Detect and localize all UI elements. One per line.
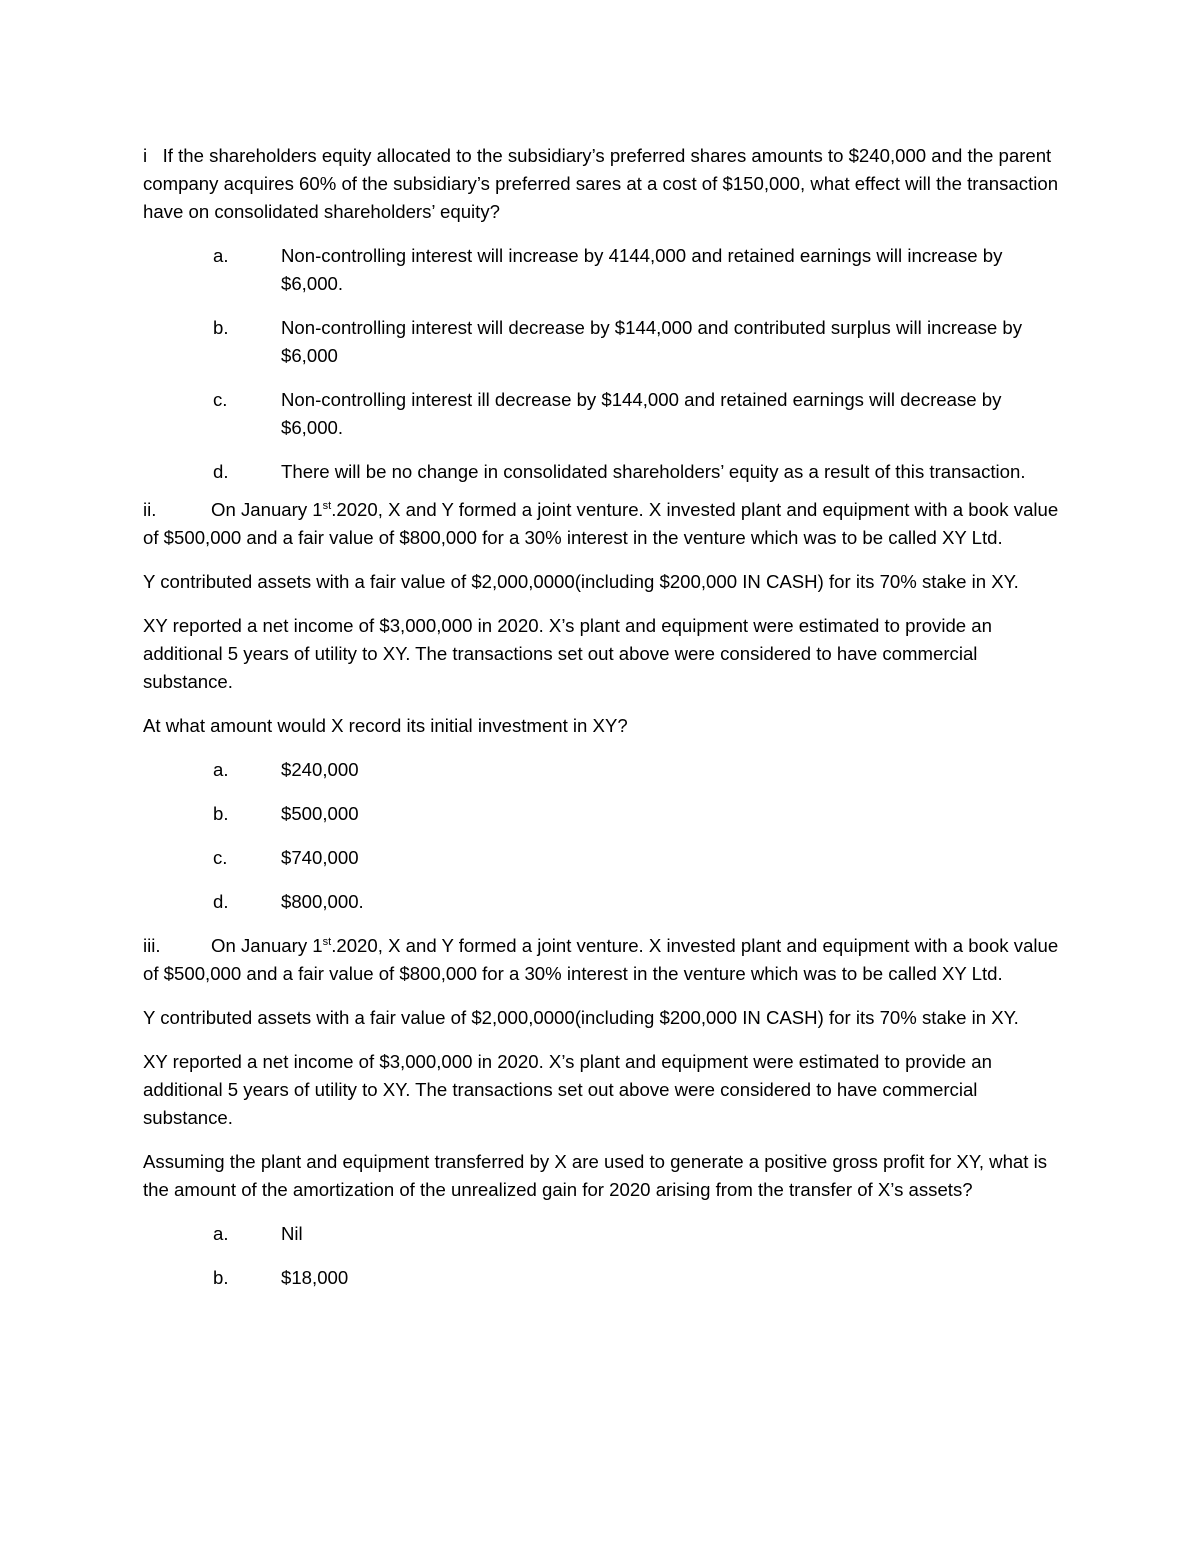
question-3-paragraph-3: XY reported a net income of $3,000,000 in 2020. X’s plant and equipment were estimated to provide an additional 5 years of utility to XY. The transactions set out above were considered to have commercial substance. bbox=[143, 1051, 992, 1128]
q3-option-a bbox=[213, 1220, 1063, 1248]
q2-option-a bbox=[213, 756, 1063, 784]
question-3-paragraph-2: Y contributed assets with a fair value of $2,000,0000(including $200,000 IN CASH) for its 70% stake in XY. bbox=[143, 1007, 1019, 1028]
option-text: $740,000 bbox=[281, 847, 359, 868]
q2-option-d bbox=[213, 888, 1063, 916]
document-page bbox=[143, 142, 1063, 1308]
question-2-question: At what amount would X record its initial investment in XY? bbox=[143, 715, 628, 736]
question-2-paragraph-3: XY reported a net income of $3,000,000 in 2020. X’s plant and equipment were estimated to provide an additional 5 years of utility to XY. The transactions set out above were considered to have commercial substance. bbox=[143, 615, 992, 692]
option-letter: b. bbox=[213, 317, 229, 338]
superscript: st bbox=[322, 499, 332, 512]
option-letter: d. bbox=[213, 461, 229, 482]
question-3-intro-text: On January 1 bbox=[211, 935, 323, 956]
question-3-question: Assuming the plant and equipment transferred by X are used to generate a positive gross profit for XY, what is the amount of the amortization of the unrealized gain for 2020 arising from the transfer of X’s assets? bbox=[143, 1151, 1048, 1200]
q1-option-a bbox=[213, 242, 1063, 298]
q3-option-b bbox=[213, 1264, 1063, 1292]
question-2-intro-text: On January 1 bbox=[211, 499, 323, 520]
option-letter: b. bbox=[213, 803, 229, 824]
question-2-paragraph-2: Y contributed assets with a fair value of $2,000,0000(including $200,000 IN CASH) for its 70% stake in XY. bbox=[143, 571, 1019, 592]
option-text: $18,000 bbox=[281, 1267, 349, 1288]
option-text: $500,000 bbox=[281, 803, 359, 824]
question-3-intro-rest: .2020, X and Y formed a joint venture. X invested plant and equipment with a book value of $500,000 and a fair value of $800,000 for a 30% interest in the venture which was to be called XY Ltd. bbox=[143, 935, 1059, 984]
superscript: st bbox=[322, 935, 332, 948]
option-text: There will be no change in consolidated shareholders’ equity as a result of this transaction. bbox=[281, 461, 1026, 482]
question-2-intro-rest: .2020, X and Y formed a joint venture. X invested plant and equipment with a book value of $500,000 and a fair value of $800,000 for a 30% interest in the venture which was to be called XY Ltd. bbox=[143, 499, 1059, 548]
question-2-number: ii. bbox=[143, 499, 157, 520]
question-3-intro bbox=[143, 932, 1063, 988]
q1-option-b bbox=[213, 314, 1063, 370]
question-2-intro bbox=[143, 496, 1063, 552]
q1-option-c bbox=[213, 386, 1063, 442]
option-letter: b. bbox=[213, 1267, 229, 1288]
option-letter: a. bbox=[213, 759, 229, 780]
q2-option-c bbox=[213, 844, 1063, 872]
q2-option-b bbox=[213, 800, 1063, 828]
option-text: Non-controlling interest will decrease by $144,000 and contributed surplus will increase by $6,000 bbox=[281, 317, 1023, 366]
question-1-text: If the shareholders equity allocated to the subsidiary’s preferred shares amounts to $240,000 and the parent company acquires 60% of the subsidiary’s preferred sares at a cost of $150,000, what effect will the transaction have on consolidated shareholders’ equity? bbox=[143, 145, 1059, 222]
option-text: Non-controlling interest ill decrease by $144,000 and retained earnings will decrease by $6,000. bbox=[281, 389, 1002, 438]
option-letter: c. bbox=[213, 389, 228, 410]
option-text: Nil bbox=[281, 1223, 303, 1244]
question-1-number: i bbox=[143, 145, 148, 166]
question-1-stem bbox=[143, 142, 1063, 226]
option-text: $800,000. bbox=[281, 891, 364, 912]
option-letter: d. bbox=[213, 891, 229, 912]
option-letter: a. bbox=[213, 245, 229, 266]
option-letter: a. bbox=[213, 1223, 229, 1244]
question-3-number: iii. bbox=[143, 935, 161, 956]
option-text: $240,000 bbox=[281, 759, 359, 780]
option-text: Non-controlling interest will increase by 4144,000 and retained earnings will increase by $6,000. bbox=[281, 245, 1003, 294]
q1-option-d bbox=[213, 458, 1063, 486]
option-letter: c. bbox=[213, 847, 228, 868]
